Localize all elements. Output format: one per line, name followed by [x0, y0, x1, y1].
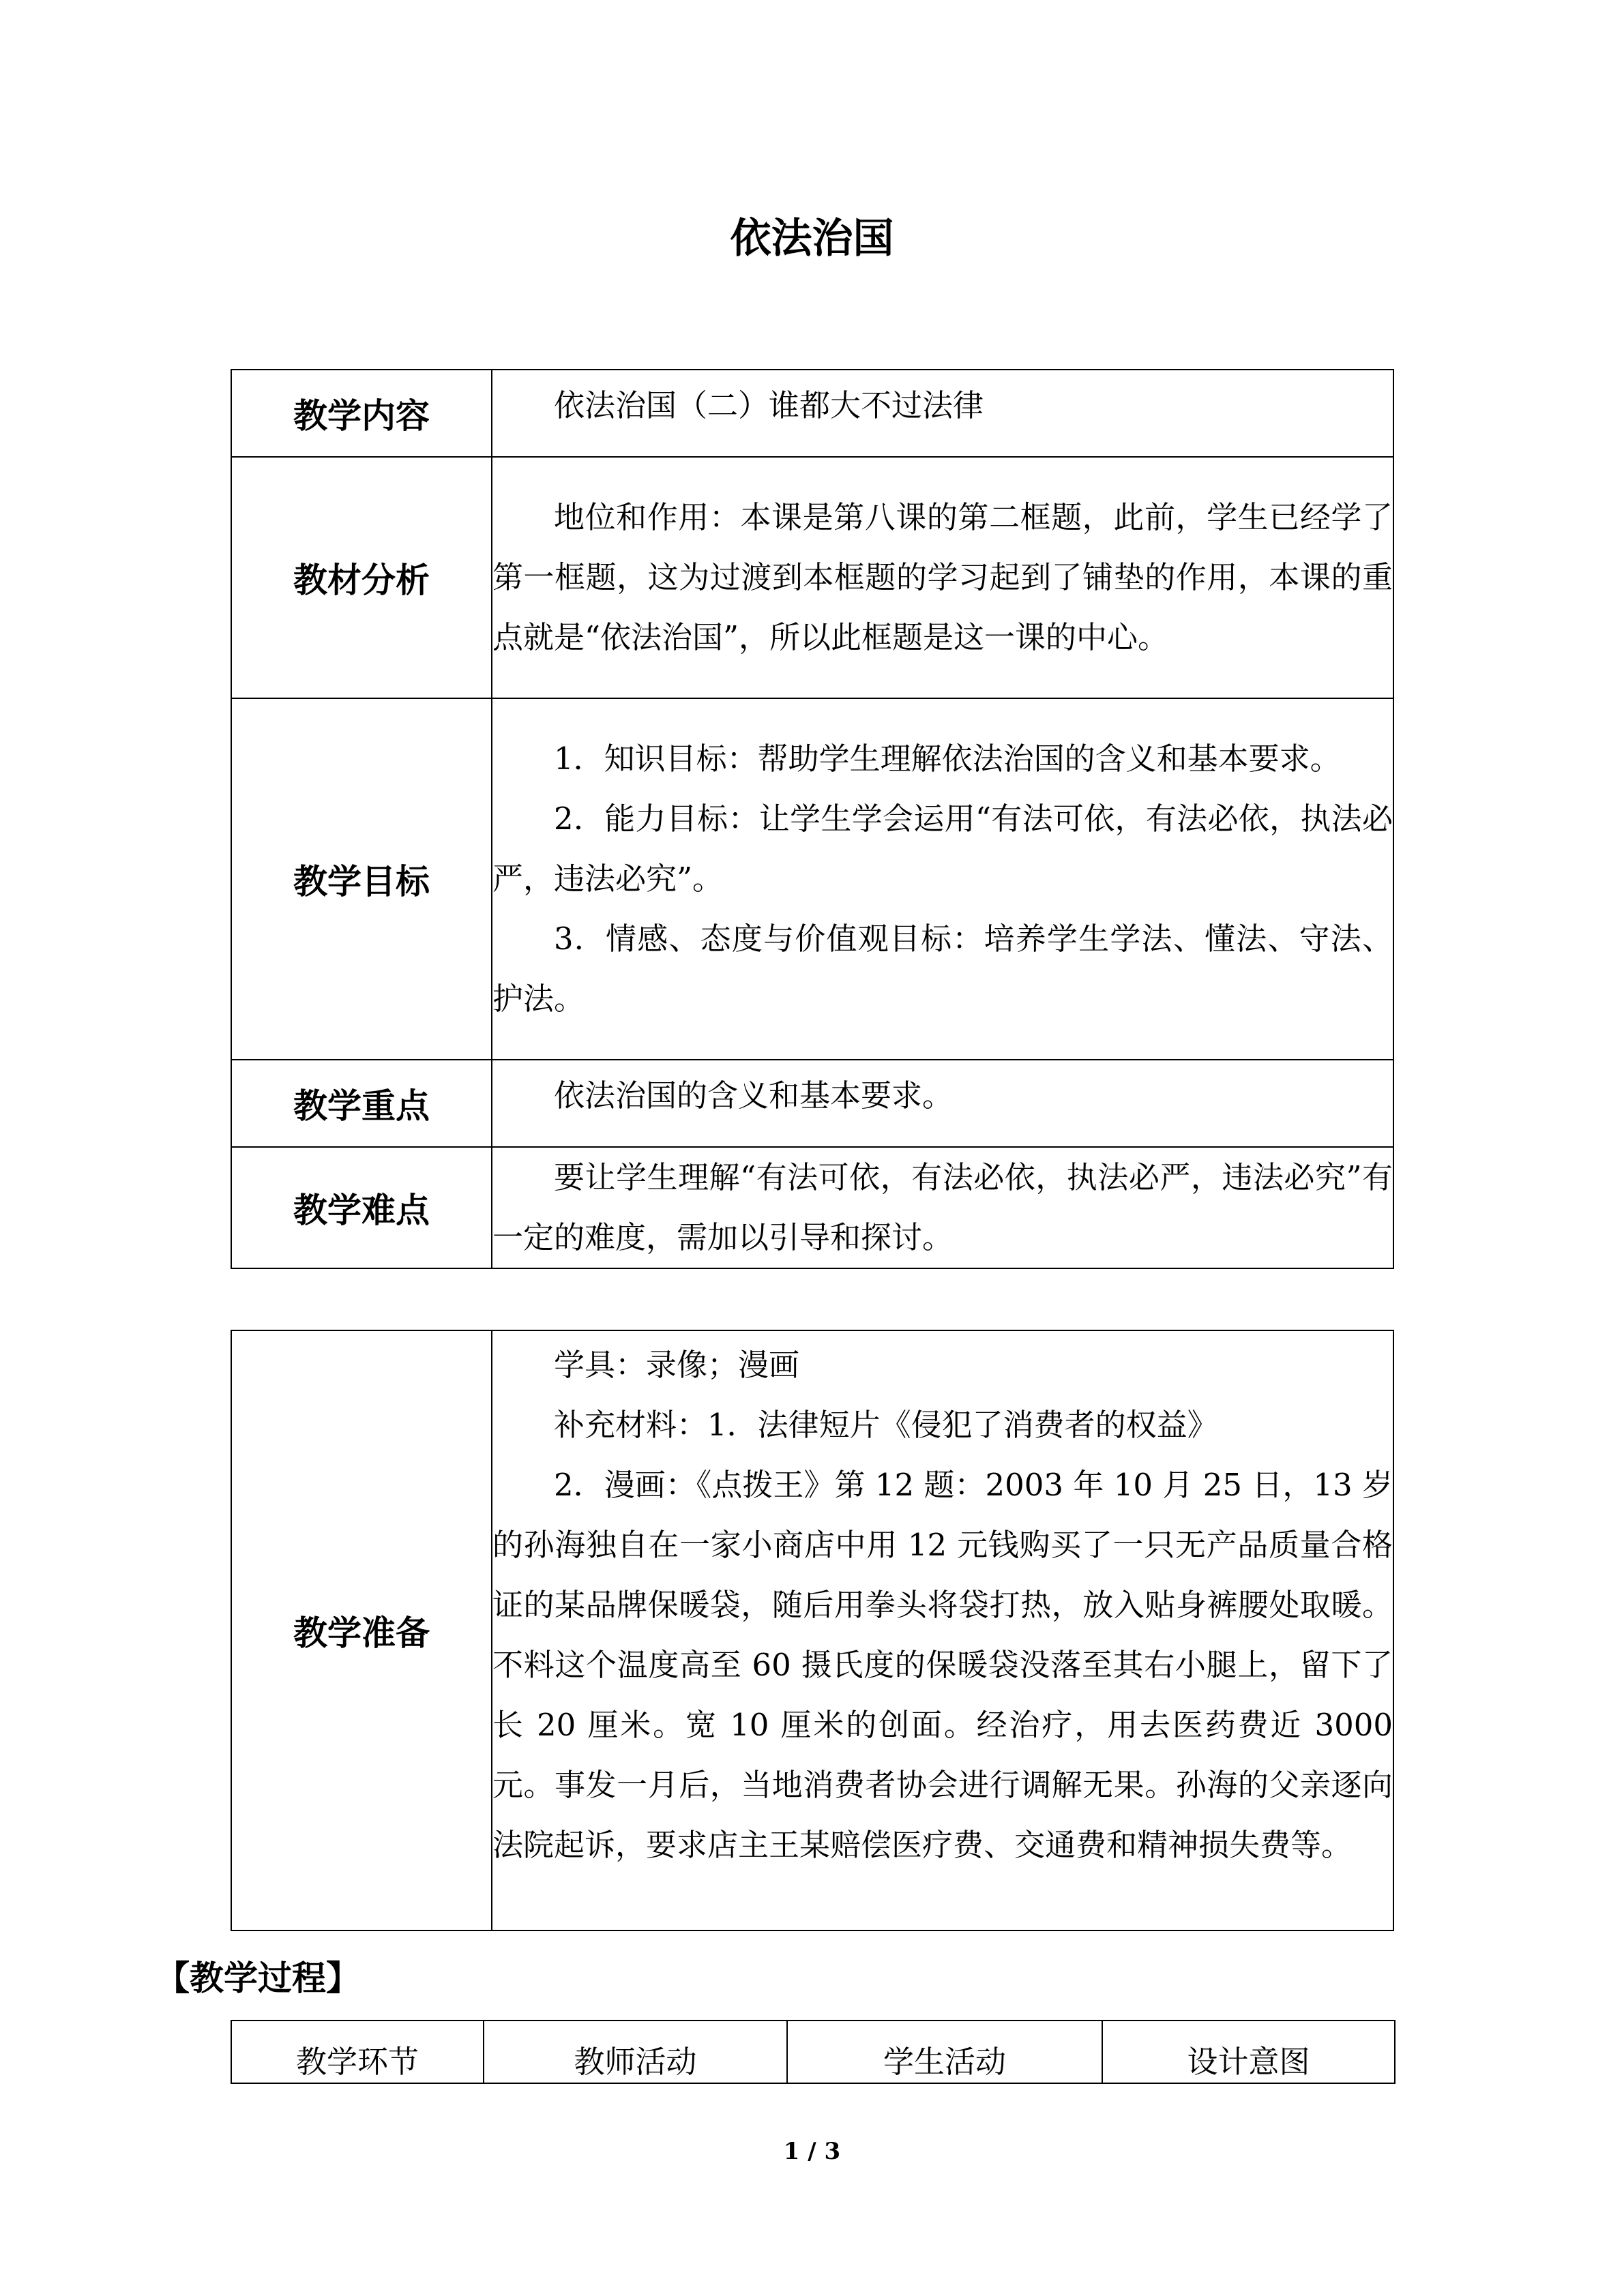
paragraph: 1．知识目标：帮助学生理解依法治国的含义和基本要求。 [554, 741, 1341, 777]
process-table [231, 2020, 1396, 2084]
paragraph: 2．能力目标：让学生学会运用“有法可依，有法必依，执法必严，违法必究”。 [492, 801, 1393, 897]
row-content [492, 1147, 1393, 1268]
lesson-info-table [231, 369, 1394, 1269]
section-heading: 【教学过程】 [156, 1958, 360, 1998]
table-row [231, 1147, 1393, 1268]
column-header: 教师活动 [484, 2021, 787, 2083]
paragraph: 学具：录像；漫画 [554, 1347, 800, 1383]
row-content [492, 698, 1393, 1060]
table-row [231, 457, 1393, 698]
paragraph: 要让学生理解“有法可依，有法必依，执法必严，违法必究”有一定的难度，需加以引导和探讨。 [492, 1159, 1393, 1255]
column-header: 学生活动 [787, 2021, 1102, 2083]
paragraph: 地位和作用：本课是第八课的第二框题，此前，学生已经学了第一框题，这为过渡到本框题的学习起到了铺垫的作用，本课的重点就是“依法治国”，所以此框题是这一课的中心。 [492, 499, 1393, 655]
row-label: 教学目标 [231, 698, 492, 1060]
table-header-row [231, 2021, 1395, 2083]
row-content [492, 457, 1393, 698]
row-label: 教材分析 [231, 457, 492, 698]
row-content [492, 1330, 1393, 1930]
table-row [231, 1330, 1393, 1930]
table-row [231, 370, 1393, 457]
table-row [231, 698, 1393, 1060]
paragraph: 2．漫画：《点拨王》第 12 题：2003 年 10 月 25 日，13 岁的孙海独自在一家小商店中用 12 元钱购买了一只无产品质量合格证的某品牌保暖袋，随后用拳头将袋打热，放入贴身裤腰处取暖。不料这个温度高至 60 摄氏度的保暖袋没落至其右小腿上，留下了长 20 厘米。宽 10 厘米的创面。经治疗，用去医药费近 3000 元。事发一月后，当地消费者协会进行调解无果。孙海的父亲逐向法院起诉，要求店主王某赔偿医疗费、交通费和精神损失费等。 [492, 1467, 1393, 1863]
paragraph: 补充材料：1．法律短片《侵犯了消费者的权益》 [554, 1407, 1218, 1443]
paragraph: 3．情感、态度与价值观目标：培养学生学法、懂法、守法、护法。 [492, 921, 1393, 1017]
paragraph: 依法治国的含义和基本要求。 [554, 1077, 954, 1114]
column-header: 教学环节 [231, 2021, 484, 2083]
row-content [492, 1060, 1393, 1147]
row-label: 教学难点 [231, 1147, 492, 1268]
page-title: 依法治国 [730, 215, 894, 263]
row-label: 教学重点 [231, 1060, 492, 1147]
table-row [231, 1060, 1393, 1147]
row-label: 教学准备 [231, 1330, 492, 1930]
row-label: 教学内容 [231, 370, 492, 457]
paragraph: 依法治国（二）谁都大不过法律 [554, 387, 984, 423]
column-header: 设计意图 [1102, 2021, 1395, 2083]
preparation-table [231, 1330, 1394, 1931]
page-number: 1 / 3 [783, 2138, 841, 2165]
row-content [492, 370, 1393, 457]
